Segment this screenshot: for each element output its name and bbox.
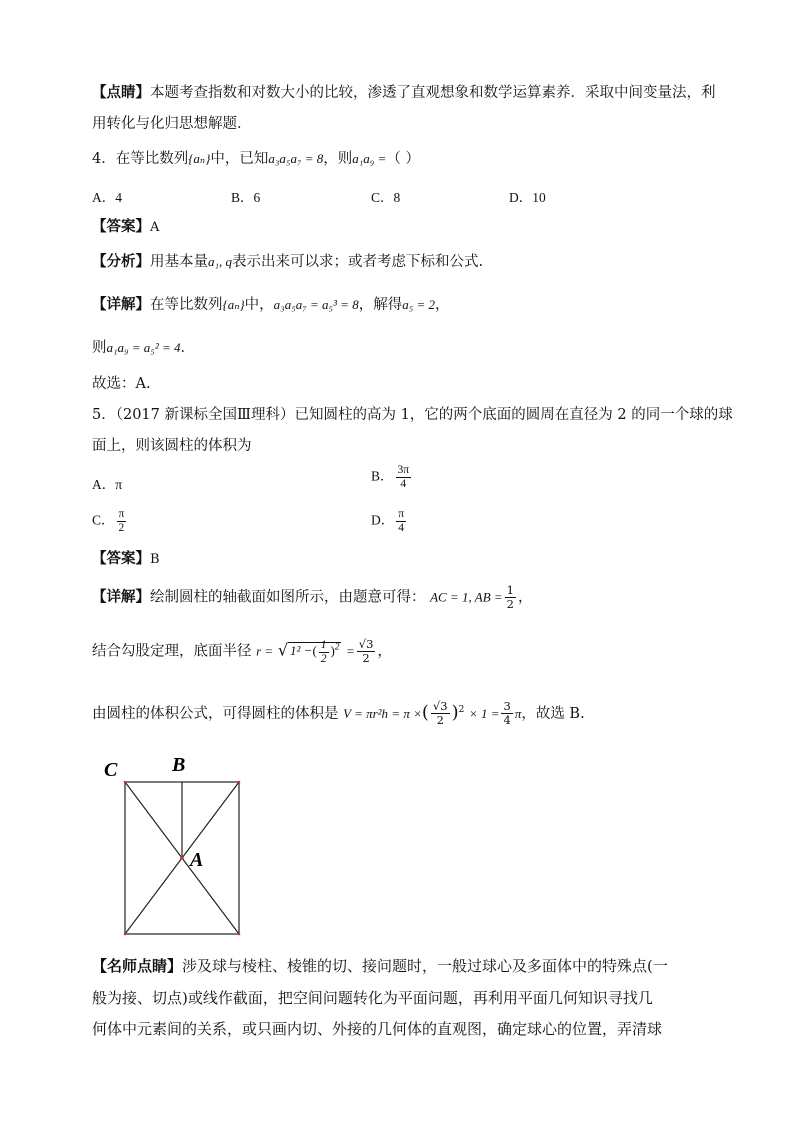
q5-answer (92, 549, 160, 570)
note-text-2: 用转化与化归思想解题． (92, 116, 252, 132)
q4-option-c: C．8 (371, 190, 401, 205)
teacher-note-line-3: 何体中元素间的关系，或只画内切、外接的几何体的直观图，确定球心的位置，弄清球 (92, 1020, 663, 1038)
q5-option-b-num: 3π (397, 464, 410, 476)
q4-analysis-post: 表示出来可以求；或者考虑下标和公式. (232, 254, 484, 270)
q4-analysis (92, 252, 483, 272)
q4-answer-value: A (150, 220, 160, 235)
teacher-note-line-1 (92, 956, 668, 976)
q5-detail-eq: AC = 1, AB = (430, 589, 503, 605)
q5-vol-times: × 1 = (468, 705, 500, 721)
label-a: A (190, 849, 204, 871)
q5-detail-frac (505, 584, 516, 611)
q5-detail-end: ， (518, 589, 533, 606)
q5-detail-frac-den: 2 (506, 597, 514, 611)
q5-pyth-res-num: √3 (358, 636, 374, 651)
q4-analysis-tag: 【分析】 (92, 254, 150, 270)
q5-vol-text: 由圆柱的体积公式，可得圆柱的体积是 (92, 705, 339, 722)
q5-vol-num: √3 (432, 699, 448, 714)
point-a-dot (180, 856, 184, 860)
q4-detail-mid2: ，解得 (358, 297, 403, 313)
q5-stem-line-2: 面上，则该圆柱的体积为 (92, 438, 252, 454)
q5-option-b-den: 4 (400, 478, 407, 490)
q4-then (92, 338, 195, 358)
q5-vol-end: ，故选 B. (521, 705, 585, 722)
q4-option-d: D．10 (509, 190, 546, 205)
corner-dot-br (238, 933, 241, 936)
q5-pyth-rad-frac (319, 639, 329, 666)
q4-stem-end: （ ） (386, 151, 420, 167)
q5-pyth-sup: 2 (334, 642, 340, 652)
q4-detail-sol: a₅ = 2 (402, 297, 435, 312)
q4-stem-mid2: ，则 (323, 151, 353, 167)
q5-option-c-den: 2 (118, 522, 125, 534)
q5-vol-res-den: 4 (503, 713, 511, 728)
q4-option-a: A．4 (92, 190, 122, 205)
q5-answer-tag: 【答案】 (92, 551, 150, 567)
q5-pyth-res-den: 2 (362, 650, 370, 665)
q4-option-b: B．6 (231, 190, 261, 205)
q5-option-b-label: B． (371, 468, 394, 484)
q5-option-d-num: π (398, 508, 405, 520)
cylinder-cross-section-figure (100, 752, 260, 942)
q4-analysis-vars: a₁, q (208, 254, 233, 269)
q4-detail-pre: 在等比数列 (150, 297, 223, 313)
q5-pyth-rad-a: 1² − (290, 643, 313, 659)
point-c-dot (124, 781, 127, 784)
q4-detail-end: ， (435, 297, 450, 313)
q5-vol-res-frac (501, 700, 512, 727)
q5-pyth-eq: = (345, 643, 355, 659)
q5-detail-text: 绘制圆柱的轴截面如图所示，由题意可得： (150, 589, 426, 606)
q5-option-c-frac (117, 508, 127, 535)
q4-detail (92, 295, 450, 315)
q4-detail-eq: a₃a₅a₇ = a₅³ = 8 (273, 297, 359, 312)
teacher-note-text-1: 涉及球与棱柱、棱锥的切、接问题时，一般过球心及多面体中的特殊点(一 (182, 957, 668, 975)
q4-then-pre: 则 (92, 340, 107, 356)
radical-sign: √ (277, 640, 289, 660)
q4-condition: a₃a₅a₇ = 8 (268, 151, 324, 166)
q5-option-d-frac (396, 508, 406, 535)
cross-section-svg (100, 752, 260, 942)
q5-pyth-res-frac (357, 638, 376, 665)
q5-pyth-rad-num: 1 (320, 638, 327, 651)
q5-option-c-label: C． (92, 512, 115, 528)
q5-pythagoras (92, 637, 392, 666)
q5-option-d-den: 4 (398, 522, 405, 534)
q4-seq: {aₙ} (188, 151, 211, 166)
q4-detail-tag: 【详解】 (92, 297, 150, 313)
q4-detail-seq: {aₙ} (222, 297, 245, 312)
teacher-note-tag: 【名师点睛】 (92, 957, 183, 975)
note-line-1 (92, 83, 716, 103)
teacher-note-line-2: 般为接、切点)或线作截面，把空间问题转化为平面问题，再利用平面几何知识寻找几 (92, 989, 653, 1007)
q5-pyth-end: ， (377, 643, 392, 660)
q5-pyth-text: 结合勾股定理，底面半径 (92, 643, 252, 660)
q5-option-a: A．π (92, 477, 123, 492)
q4-stem-pre: 4．在等比数列 (92, 151, 189, 167)
label-b: B (172, 754, 186, 776)
q5-stem-line-1: 5．（2017 新课标全国Ⅲ理科）已知圆柱的高为 1，它的两个底面的圆周在直径为 2 的同一个球的球 (92, 407, 733, 423)
q4-stem-mid: 中，已知 (210, 151, 269, 167)
q4-detail-mid: 中， (244, 297, 274, 313)
label-c: C (104, 759, 118, 781)
q5-option-c-num: π (118, 508, 125, 520)
q5-detail-tag: 【详解】 (92, 589, 150, 606)
q5-volume: 由圆柱的体积公式，可得圆柱的体积是 V = πr²h = π ×( $\frac{√3}{2}$ )$^2$ × 1 = $\frac{3}{4}$ π，故选 B. (92, 699, 585, 728)
q4-then-eq: a₁a₉ = a₅² = 4 (106, 340, 181, 355)
note-tag: 【点睛】 (92, 85, 150, 101)
q4-analysis-pre: 用基本量 (150, 254, 208, 270)
q5-vol-eq: V = πr²h = π × (343, 705, 422, 721)
q4-ask: a₁a₉ = (352, 151, 387, 166)
corner-dot-bl (124, 933, 127, 936)
q4-answer (92, 217, 159, 238)
note-line-2 (92, 114, 252, 134)
q5-vol-sup: 2 (458, 705, 465, 715)
q5-detail (92, 584, 533, 611)
q5-option-d-label: D． (371, 512, 395, 528)
q5-option-d (371, 508, 408, 535)
corner-dot-tr (238, 781, 241, 784)
q5-pyth-rad-den: 2 (320, 652, 327, 665)
q5-option-c (92, 508, 128, 535)
q4-answer-tag: 【答案】 (92, 219, 150, 235)
q4-choose: 故选：A. (92, 376, 151, 392)
q5-vol-pi: π (514, 705, 522, 721)
q5-detail-frac-num: 1 (506, 583, 514, 597)
q5-pyth-r: r = (256, 643, 274, 659)
q5-vol-res-num: 3 (503, 699, 511, 714)
q4-then-end: ． (180, 340, 196, 356)
q5-pyth-radicand: 1² −( $\frac{1}{2}$ )$^2$ (290, 638, 340, 665)
note-text-1: 本题考查指数和对数大小的比较，渗透了直观想象和数学运算素养．采取中间变量法，利 (150, 85, 716, 101)
q5-vol-frac (431, 700, 450, 727)
q5-option-b-frac (396, 464, 412, 491)
q5-vol-den: 2 (436, 713, 444, 728)
q4-stem (92, 149, 420, 169)
q5-answer-value: B (150, 552, 160, 567)
q5-option-b (371, 464, 413, 491)
